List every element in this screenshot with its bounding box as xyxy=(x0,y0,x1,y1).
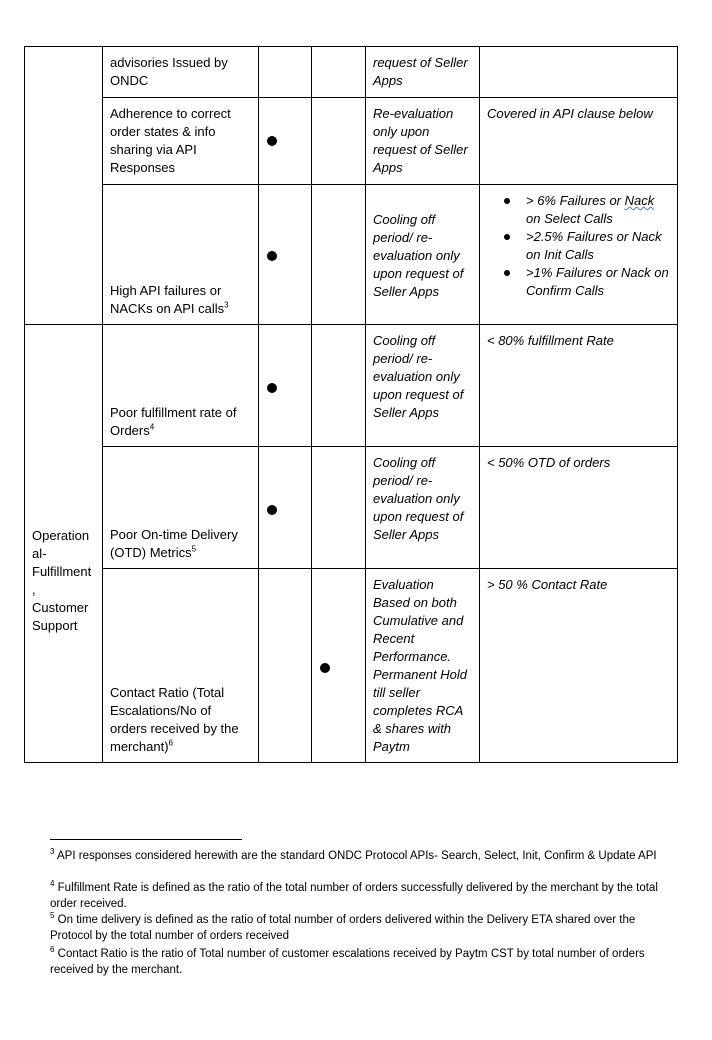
criterion-cell: Contact Ratio (Total Escalations/No of orders received by the merchant)$^6$ xyxy=(103,569,259,763)
table-row xyxy=(25,569,678,763)
threshold-cell: > 50 % Contact Rate xyxy=(480,569,678,763)
threshold-cell: < 50% OTD of orders xyxy=(480,447,678,569)
severity-cell xyxy=(259,47,312,98)
table-row xyxy=(25,185,678,325)
footnote: $^6$ Contact Ratio is the ratio of Total number of customer escalations received by Paytm CST by total number of orders received by the merchant. xyxy=(50,945,645,976)
bullet-dot-icon xyxy=(320,663,330,673)
footnote: $^5$ On time delivery is defined as the ratio of total number of orders delivered within the Delivery ETA shared over the Protocol by the total number of orders received xyxy=(50,911,636,942)
severity-cell xyxy=(259,569,312,763)
severity-cell xyxy=(259,447,312,569)
threshold-cell: < 80% fulfillment Rate xyxy=(480,325,678,447)
threshold-cell xyxy=(480,47,678,98)
threshold-list xyxy=(480,192,670,300)
action-cell: Cooling off period/ re-evaluation only upon request of Seller Apps xyxy=(366,325,480,447)
severity-cell xyxy=(312,447,366,569)
category-cell: Operation al- Fulfillment , Customer Support xyxy=(25,325,103,763)
list-item: >2.5% Failures or Nack on Init Calls xyxy=(504,228,670,264)
action-cell: request of Seller Apps xyxy=(366,47,480,98)
action-cell: Re-evaluation only upon request of Seller Apps xyxy=(366,98,480,185)
action-cell: Cooling off period/ re-evaluation only upon request of Seller Apps xyxy=(366,447,480,569)
criterion-cell: Poor fulfillment rate of Orders$^4$ xyxy=(103,325,259,447)
table-row xyxy=(25,447,678,569)
bullet-dot-icon xyxy=(267,136,277,146)
severity-cell xyxy=(312,569,366,763)
action-cell: Evaluation Based on both Cumulative and Recent Performance. Permanent Hold till seller completes RCA & shares with Paytm xyxy=(366,569,480,763)
threshold-cell xyxy=(480,185,678,325)
bullet-dot-icon xyxy=(267,505,277,515)
footnote-separator xyxy=(50,839,242,840)
severity-cell xyxy=(312,325,366,447)
bullet-dot-icon xyxy=(267,251,277,261)
list-item: >1% Failures or Nack on Confirm Calls xyxy=(504,264,670,300)
criterion-cell: Adherence to correct order states & info sharing via API Responses xyxy=(103,98,259,185)
severity-cell xyxy=(312,185,366,325)
severity-cell xyxy=(259,98,312,185)
footnote: $^4$ Fulfillment Rate is defined as the ratio of the total number of orders successfully delivered by the merchant by the total order received. xyxy=(50,879,658,910)
bullet-dot-icon xyxy=(267,383,277,393)
action-cell: Cooling off period/ re-evaluation only upon request of Seller Apps xyxy=(366,185,480,325)
category-cell-blank xyxy=(25,47,103,325)
list-item: > 6% Failures or Nack on Select Calls xyxy=(504,192,670,228)
table-row xyxy=(25,47,678,98)
severity-cell xyxy=(259,185,312,325)
severity-cell xyxy=(312,98,366,185)
criterion-cell: advisories Issued by ONDC xyxy=(103,47,259,98)
criterion-cell: Poor On-time Delivery (OTD) Metrics$^5$ xyxy=(103,447,259,569)
severity-cell xyxy=(312,47,366,98)
table-row xyxy=(25,325,678,447)
criterion-cell: High API failures or NACKs on API calls$^3$ xyxy=(103,185,259,325)
footnote: $^3$ API responses considered herewith are the standard ONDC Protocol APIs- Search, Select, Init, Confirm & Update API xyxy=(50,847,657,862)
severity-cell xyxy=(259,325,312,447)
table-row xyxy=(25,98,678,185)
threshold-cell: Covered in API clause below xyxy=(480,98,678,185)
policy-table xyxy=(24,46,678,763)
